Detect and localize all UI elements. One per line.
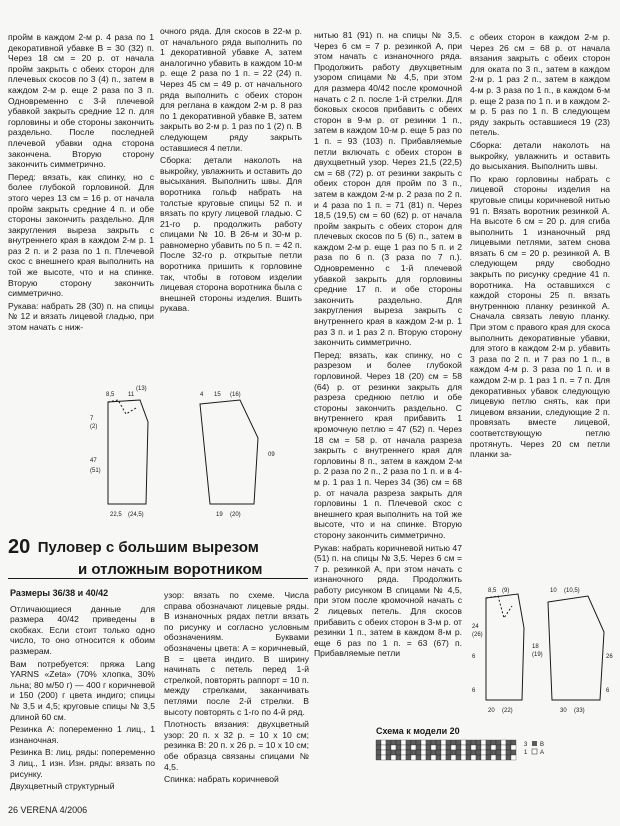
schema-cell (436, 740, 441, 745)
schema-cell (466, 750, 471, 755)
magazine-issue: 4/2006 (59, 805, 88, 815)
schema-row-3: 3 (524, 742, 528, 748)
schema-cell (381, 750, 386, 755)
d1-bottom-4: (20) (230, 512, 241, 518)
schema-cell (406, 755, 411, 760)
schema-cell (471, 755, 476, 760)
schema-cell (381, 755, 386, 760)
col5-para-3: Резинка А: попеременно 1 лиц., 1 изнаночная. (10, 724, 155, 745)
d1-top-2: 11 (128, 392, 135, 398)
model-title (8, 536, 308, 578)
schema-cell (501, 750, 506, 755)
model-title-line2: и отложным воротником (78, 561, 263, 578)
schema-cell (436, 750, 441, 755)
d2-top-2: (9) (502, 588, 510, 594)
schema-cell (421, 740, 426, 745)
schema-cell (421, 745, 426, 750)
schema-cell (391, 745, 396, 750)
schema-cell (496, 745, 501, 750)
schema-cell (511, 745, 516, 750)
col2-para-2: Сборка: детали наколоть на выкройку, увлажнить и оставить до высыхания. Выполнить швы. Для воротника гольф набрать на толстые круговые спицы 52 п. и вязать по кругу лицевой гладью. С 21-го р. продолжить работу спицами № 10. В 26-м и 30-м р. равномерно убавить по 5 п. = 42 п. После 32-го р. открытые петли воротника пришить к горловине так, чтобы в готовом изделии лицевая сторона воротника была с внешней стороны изделия. Вшить рукава. (160, 155, 302, 314)
schema-cell (466, 740, 471, 745)
column-1 (8, 32, 154, 335)
schema-cell (451, 740, 456, 745)
schema-cell (441, 740, 446, 745)
d2-top-4: (10,5) (564, 588, 580, 594)
schema-cell (381, 745, 386, 750)
schema-cell (456, 755, 461, 760)
schema-cell (401, 755, 406, 760)
schema-cell (501, 740, 506, 745)
schema-cell (426, 755, 431, 760)
col3-para-1: нитью 81 (91) п. на спицы № 3,5. Через 6 см = 7 р. резинкой А, при этом начать с изнаночного ряда. Продолжить работу двухцветным узором спицами № 4,5, при этом для размера 40/42 после кромочной начать с 2 п. после 1-й стрелки. Для боковых скосов прибавить с обеих сторон в 9-м р. от резинки 1 п., затем в каждом 10-м р. еще 5 раз по 1 п. = 93 (103) п. Прибавляемые петли включать с обеих сторон в двухцветный узор. Через 21,5 (22,5) см = 68 (72) р. от резинки закрыть с обеих сторон для пройм по 3 п., затем в каждом 2-м р. 2 раза по 2 п. и 4 раза по 1 п. = 71 (81) п. Через 18,5 (19,5) см = 60 (62) р. от начала пройм закрыть с обеих сторон для плечевых скосов по 5 (6) п., затем в каждом 2-м р. еще 1 раз по 5 п. и 2 раза по 6 п. (3 раза по 7 п.). Одновременно с 1-й плечевой убавкой закрыть для горловины средние 17 п. и обе стороны закончить раздельно. Для закругления выреза закрыть с внутреннего края в каждом 2-м р. 1 раз 3 п. и 1 раз 2 п. Вторую сторону закончить симметрично. (314, 30, 462, 348)
schema-cell (381, 740, 386, 745)
schema-cell (451, 750, 456, 755)
col6-para-3: Спинка: набрать коричневой (164, 774, 279, 785)
schema-cell (401, 750, 406, 755)
schema-cell (511, 740, 516, 745)
schema-cell (391, 740, 396, 745)
schema-cell (481, 750, 486, 755)
model-number: 20 (8, 536, 31, 558)
schema-cell (386, 740, 391, 745)
pattern-diagram-2 (468, 588, 613, 718)
col5-para-1: Отличающиеся данные для размера 40/42 приведены в скобках. Если стоит только одно число, то оно относится к обоим размерам. (10, 603, 155, 656)
pattern-diagram-1 (80, 386, 290, 522)
legend-swatch-b (532, 741, 537, 746)
schema-cell (461, 745, 466, 750)
schema-legend-a: А (540, 750, 545, 756)
schema-cell (481, 745, 486, 750)
schema-cell (396, 745, 401, 750)
col1-para-1: пройм в каждом 2-м р. 4 раза по 1 декоративной убавке В = 30 (32) п. Через 18 см = 20 р. от начала пройм закрыть с обеих сторон для плечевых скосов по 3 (4) п., затем в каждом 2-м р. еще 2 раза по 3 п. Одновременно с 3-й плечевой убавкой закрыть средние 12 п. для горловины и обе стороны закончить раздельно. После последней плечевой убавки одна сторона закончена. Вторую сторону закончить симметрично. (8, 32, 154, 170)
magazine-name: VERENA (20, 805, 58, 815)
d1-bottom-2: (24,5) (128, 512, 144, 518)
model-title-line1: Пуловер с большим вырезом (37, 539, 259, 556)
d1-left-4: (51) (90, 468, 101, 474)
schema-cell (431, 740, 436, 745)
schema-cell (456, 745, 461, 750)
d1-left-3: 47 (90, 458, 97, 464)
column-5 (10, 588, 155, 794)
col2-para-1: очного ряда. Для скосов в 22-м р. от начального ряда выполнить по 1 декоративной убавке А, затем аналогично убавить в каждом 10-м р. еще 2 раза по 1 п. = 22 (24) п. Через 45 см = 49 р. от начального ряда выполнить с обеих сторон для реглана в каждом 2-м р. 8 раз по 1 декоративной убавке В, затем закрыть во 2-м р. 1 раз по 1 (2) п. В следующем ряду закрыть оставшиеся 4 петли. (160, 26, 302, 153)
col4-para-2: Сборка: детали наколоть на выкройку, увлажнить и оставить до высыхания. Выполнить швы. (470, 139, 610, 172)
schema-cell (451, 755, 456, 760)
schema-cell (476, 755, 481, 760)
col1-para-2: Перед: вязать, как спинку, но с более глубокой горловиной. Для этого через 13 см = 16 р. от начала пройм закрыть средние 4 п. и обе стороны закончить раздельно. Для закругления выреза закрыть с внутреннего края в каждом 2-м р. 1 раз 2 п. и 2 раза по 1 п. Плечевой скос с внешнего края выполнить на той же высоте, что и на спинке. Вторую сторону закончить симметрично. (8, 171, 154, 299)
schema-cell (391, 755, 396, 760)
d1-top-1: 8,5 (106, 392, 115, 398)
schema-cell (441, 755, 446, 760)
schema-cell (401, 745, 406, 750)
d2-right-2: 6 (606, 688, 610, 694)
d2-left-6: (19) (532, 652, 543, 658)
schema-cell (406, 745, 411, 750)
schema-title: Схема к модели 20 (376, 726, 460, 736)
schema-cell (476, 745, 481, 750)
col5-para-4: Резинка В: лиц. ряды: попеременно 3 лиц., 1 изн. Изн. ряды: вязать по рисунку. (10, 747, 155, 779)
schema-cell (386, 750, 391, 755)
d1-top-6: (16) (230, 392, 241, 398)
schema-cell (461, 750, 466, 755)
schema-cell (501, 745, 506, 750)
title-rule (8, 578, 308, 579)
schema-cell (481, 755, 486, 760)
top-strip (0, 0, 620, 32)
schema-cell (411, 745, 416, 750)
schema-cell (376, 755, 381, 760)
legend-swatch-a (532, 749, 537, 754)
d2-bottom-3: 30 (560, 708, 567, 714)
column-2 (160, 26, 302, 316)
schema-cell (491, 755, 496, 760)
d2-top-1: 8,5 (488, 588, 497, 594)
schema-cell (506, 755, 511, 760)
schema-cell (476, 750, 481, 755)
col1-para-3: Рукава: набрать 28 (30) п. на спицы № 12 и вязать лицевой гладью, при этом начать с ниж- (8, 300, 154, 333)
d2-left-1: 24 (472, 624, 479, 630)
schema-cell (441, 750, 446, 755)
schema-cell (486, 745, 491, 750)
schema-cell (491, 750, 496, 755)
schema-cell (391, 750, 396, 755)
column-3 (314, 30, 462, 661)
sizes-heading: Размеры 36/38 и 40/42 (10, 588, 109, 598)
schema-cell (506, 750, 511, 755)
schema-row-1: 1 (524, 750, 528, 756)
d1-right: 09 (268, 452, 275, 458)
d2-left-3: 6 (472, 654, 476, 660)
schema-cell (486, 740, 491, 745)
schema-cell (376, 740, 381, 745)
column-4 (470, 32, 610, 462)
schema-cell (426, 745, 431, 750)
schema-cell (481, 740, 486, 745)
d2-bottom-4: (33) (574, 708, 585, 714)
schema-cell (486, 750, 491, 755)
col5-para-2: Вам потребуется: пряжа Lang YARNS «Zeta» (70% хлопка, 30% льна; 80 м/50 г) — 400 г коричневой и 150 (200) г цвета индиго; спицы № 3,5 и 4,5; круговые спицы № 3,5 длиной 60 см. (10, 658, 155, 722)
schema-cell (461, 755, 466, 760)
schema-cell (386, 755, 391, 760)
schema-cell (496, 755, 501, 760)
schema-cell (441, 745, 446, 750)
schema-cell (471, 745, 476, 750)
schema-cell (486, 755, 491, 760)
schema-cell (476, 740, 481, 745)
d1-top-3: (13) (136, 386, 147, 392)
schema-cell (501, 755, 506, 760)
schema-cell (431, 750, 436, 755)
schema-cell (406, 750, 411, 755)
schema-cell (436, 755, 441, 760)
column-6 (164, 590, 309, 787)
schema-cell (376, 745, 381, 750)
schema-cell (506, 745, 511, 750)
col6-para-2: Плотность вязания: двухцветный узор: 20 п. х 32 р. = 10 х 10 см; резинка В: 20 п. х 26 р. = 10 х 10 см; обе образца связаны спицами № 4,5. (164, 719, 309, 772)
col3-para-2: Перед: вязать, как спинку, но с разрезом и более глубокой горловиной. Через 18 (20) см = 58 (64) р. от резинки закрыть для разреза среднюю петлю и обе стороны закончить раздельно. С внутреннего края прибавить 1 кромочную петлю = 47 (52) п. Через 18 см = 58 р. от начала разреза закрыть с внутреннего края для горловины 8 п., затем в каждом 2-м р. 2 раза по 2 п., 2 раза по 1 п. и в 4-м р. 1 раз 1 п. Через 34 (36) см = 68 р. от начала разреза закрыть для горловины 1 п. Плечевой скос с внешнего края выполнить на той же высоте, что и на спинке. Вторую сторону закончить симметрично. (314, 349, 462, 540)
schema-cell (376, 750, 381, 755)
schema-cell (426, 740, 431, 745)
schema-cell (496, 740, 501, 745)
d2-left-4: 6 (472, 688, 476, 694)
d1-bottom-3: 19 (216, 512, 223, 518)
knitting-schema (372, 738, 572, 762)
schema-cell (456, 740, 461, 745)
schema-cell (421, 750, 426, 755)
d2-left-5: 18 (532, 644, 539, 650)
schema-cell (466, 755, 471, 760)
schema-cell (411, 755, 416, 760)
schema-cell (431, 745, 436, 750)
schema-cell (406, 740, 411, 745)
schema-cell (386, 745, 391, 750)
schema-cell (511, 750, 516, 755)
schema-cell (446, 740, 451, 745)
d2-bottom-2: (22) (502, 708, 513, 714)
schema-cell (491, 740, 496, 745)
schema-cell (416, 750, 421, 755)
schema-cell (401, 740, 406, 745)
d1-top-4: 4 (200, 392, 204, 398)
schema-cell (446, 755, 451, 760)
schema-cell (431, 755, 436, 760)
schema-cell (436, 745, 441, 750)
schema-cell (421, 755, 426, 760)
schema-cell (396, 740, 401, 745)
schema-legend-b: В (540, 742, 545, 748)
schema-cell (396, 750, 401, 755)
schema-cell (446, 745, 451, 750)
d1-top-5: 15 (214, 392, 221, 398)
schema-cell (446, 750, 451, 755)
schema-cell (416, 755, 421, 760)
col6-para-1: узор: вязать по схеме. Числа справа обозначают лицевые ряды. В изнаночных рядах петли вязать по рисунку и согласно условным обозначениям. Буквами обозначены цвета: А = коричневый, В = цвета индиго. В ширину начинать с петель перед 1-й стрелкой, повторять раппорт = 10 п. между стрелками, заканчивать петлями после 2-й стрелки. В высоту повторять с 1-го по 4-й ряд. (164, 590, 309, 717)
schema-cell (396, 755, 401, 760)
schema-cell (411, 740, 416, 745)
schema-cell (466, 745, 471, 750)
schema-cell (471, 750, 476, 755)
schema-cell (426, 750, 431, 755)
schema-cell (416, 745, 421, 750)
d1-left-2: (2) (90, 424, 98, 430)
d2-bottom-1: 20 (488, 708, 495, 714)
d1-bottom-1: 22,5 (110, 512, 122, 518)
schema-cell (471, 740, 476, 745)
schema-cell (451, 745, 456, 750)
col4-para-3: По краю горловины набрать с лицевой стороны изделия на круговые спицы коричневой нитью 91 п. Вязать воротник резинкой А. На высоте 6 см = 20 р. для сгиба выполнить 1 изнаночный ряд лицевыми петлями, затем снова вязать 6 см = 20 р. резинкой А. В следующем ряду свободно закрыть по рисунку средние 41 п. воротника. На оставшихся с каждой стороны 25 п. вязать внутреннюю планку резинкой А. Сначала связать левую планку. При этом с правого края для скоса выполнить декоративные убавки, для этого в каждом 2-м р. убавить 3 раза по 2 п. и 7 раз по 1 п., в каждом 4-м р. 3 раза по 1 п. и в каждом 2-м р. 1 раз 1 п. = 7 п. Для декоративных убавок следующую лицевую петлю снять, как при лицевом вязании, следующие 2 п. провязать вместе лицевой, соответствующую петлю протянуть. Через 20 см петли планки за- (470, 173, 610, 460)
schema-cell (491, 745, 496, 750)
schema-cell (506, 740, 511, 745)
col5-para-5: Двухцветный структурный (10, 781, 115, 792)
schema-cell (416, 740, 421, 745)
schema-cell (456, 750, 461, 755)
col3-para-3: Рукав: набрать коричневой нитью 47 (51) п. на спицы № 3,5. Через 6 см = 7 р. резинкой А, при этом начать с изнаночного ряда. Продолжить работу рисунком В спицами № 4,5, при этом после кромочной начать с 2 лицевых петель. Для скосов прибавить с обеих сторон в 3-м р. от резинки 1 п., затем в каждом 8-м р. еще 6 раз по 1 п. = 63 (67) п. Прибавляемые петли (314, 542, 462, 659)
d1-left-1: 7 (90, 416, 94, 422)
d2-right-1: 26 (606, 654, 613, 660)
col4-para-1: с обеих сторон в каждом 2-м р. Через 26 см = 68 р. от начала вязания закрыть с обеих сторон для оката по 3 п., затем в каждом 2-м р. 1 раз 2 п., затем в каждом 4-м р. 3 раза по 1 п., в каждом 6-м р. еще 2 раза по 1 п. и в каждом 2-м р. 5 раз по 1 п. В следующем ряду закрыть оставшиеся 19 (23) петель. (470, 32, 610, 138)
page-footer (8, 805, 87, 815)
schema-cell (496, 750, 501, 755)
d2-top-3: 10 (550, 588, 557, 594)
d2-left-2: (26) (472, 632, 483, 638)
schema-cell (461, 740, 466, 745)
schema-cell (411, 750, 416, 755)
schema-cell (511, 755, 516, 760)
page-number: 26 (8, 805, 19, 815)
